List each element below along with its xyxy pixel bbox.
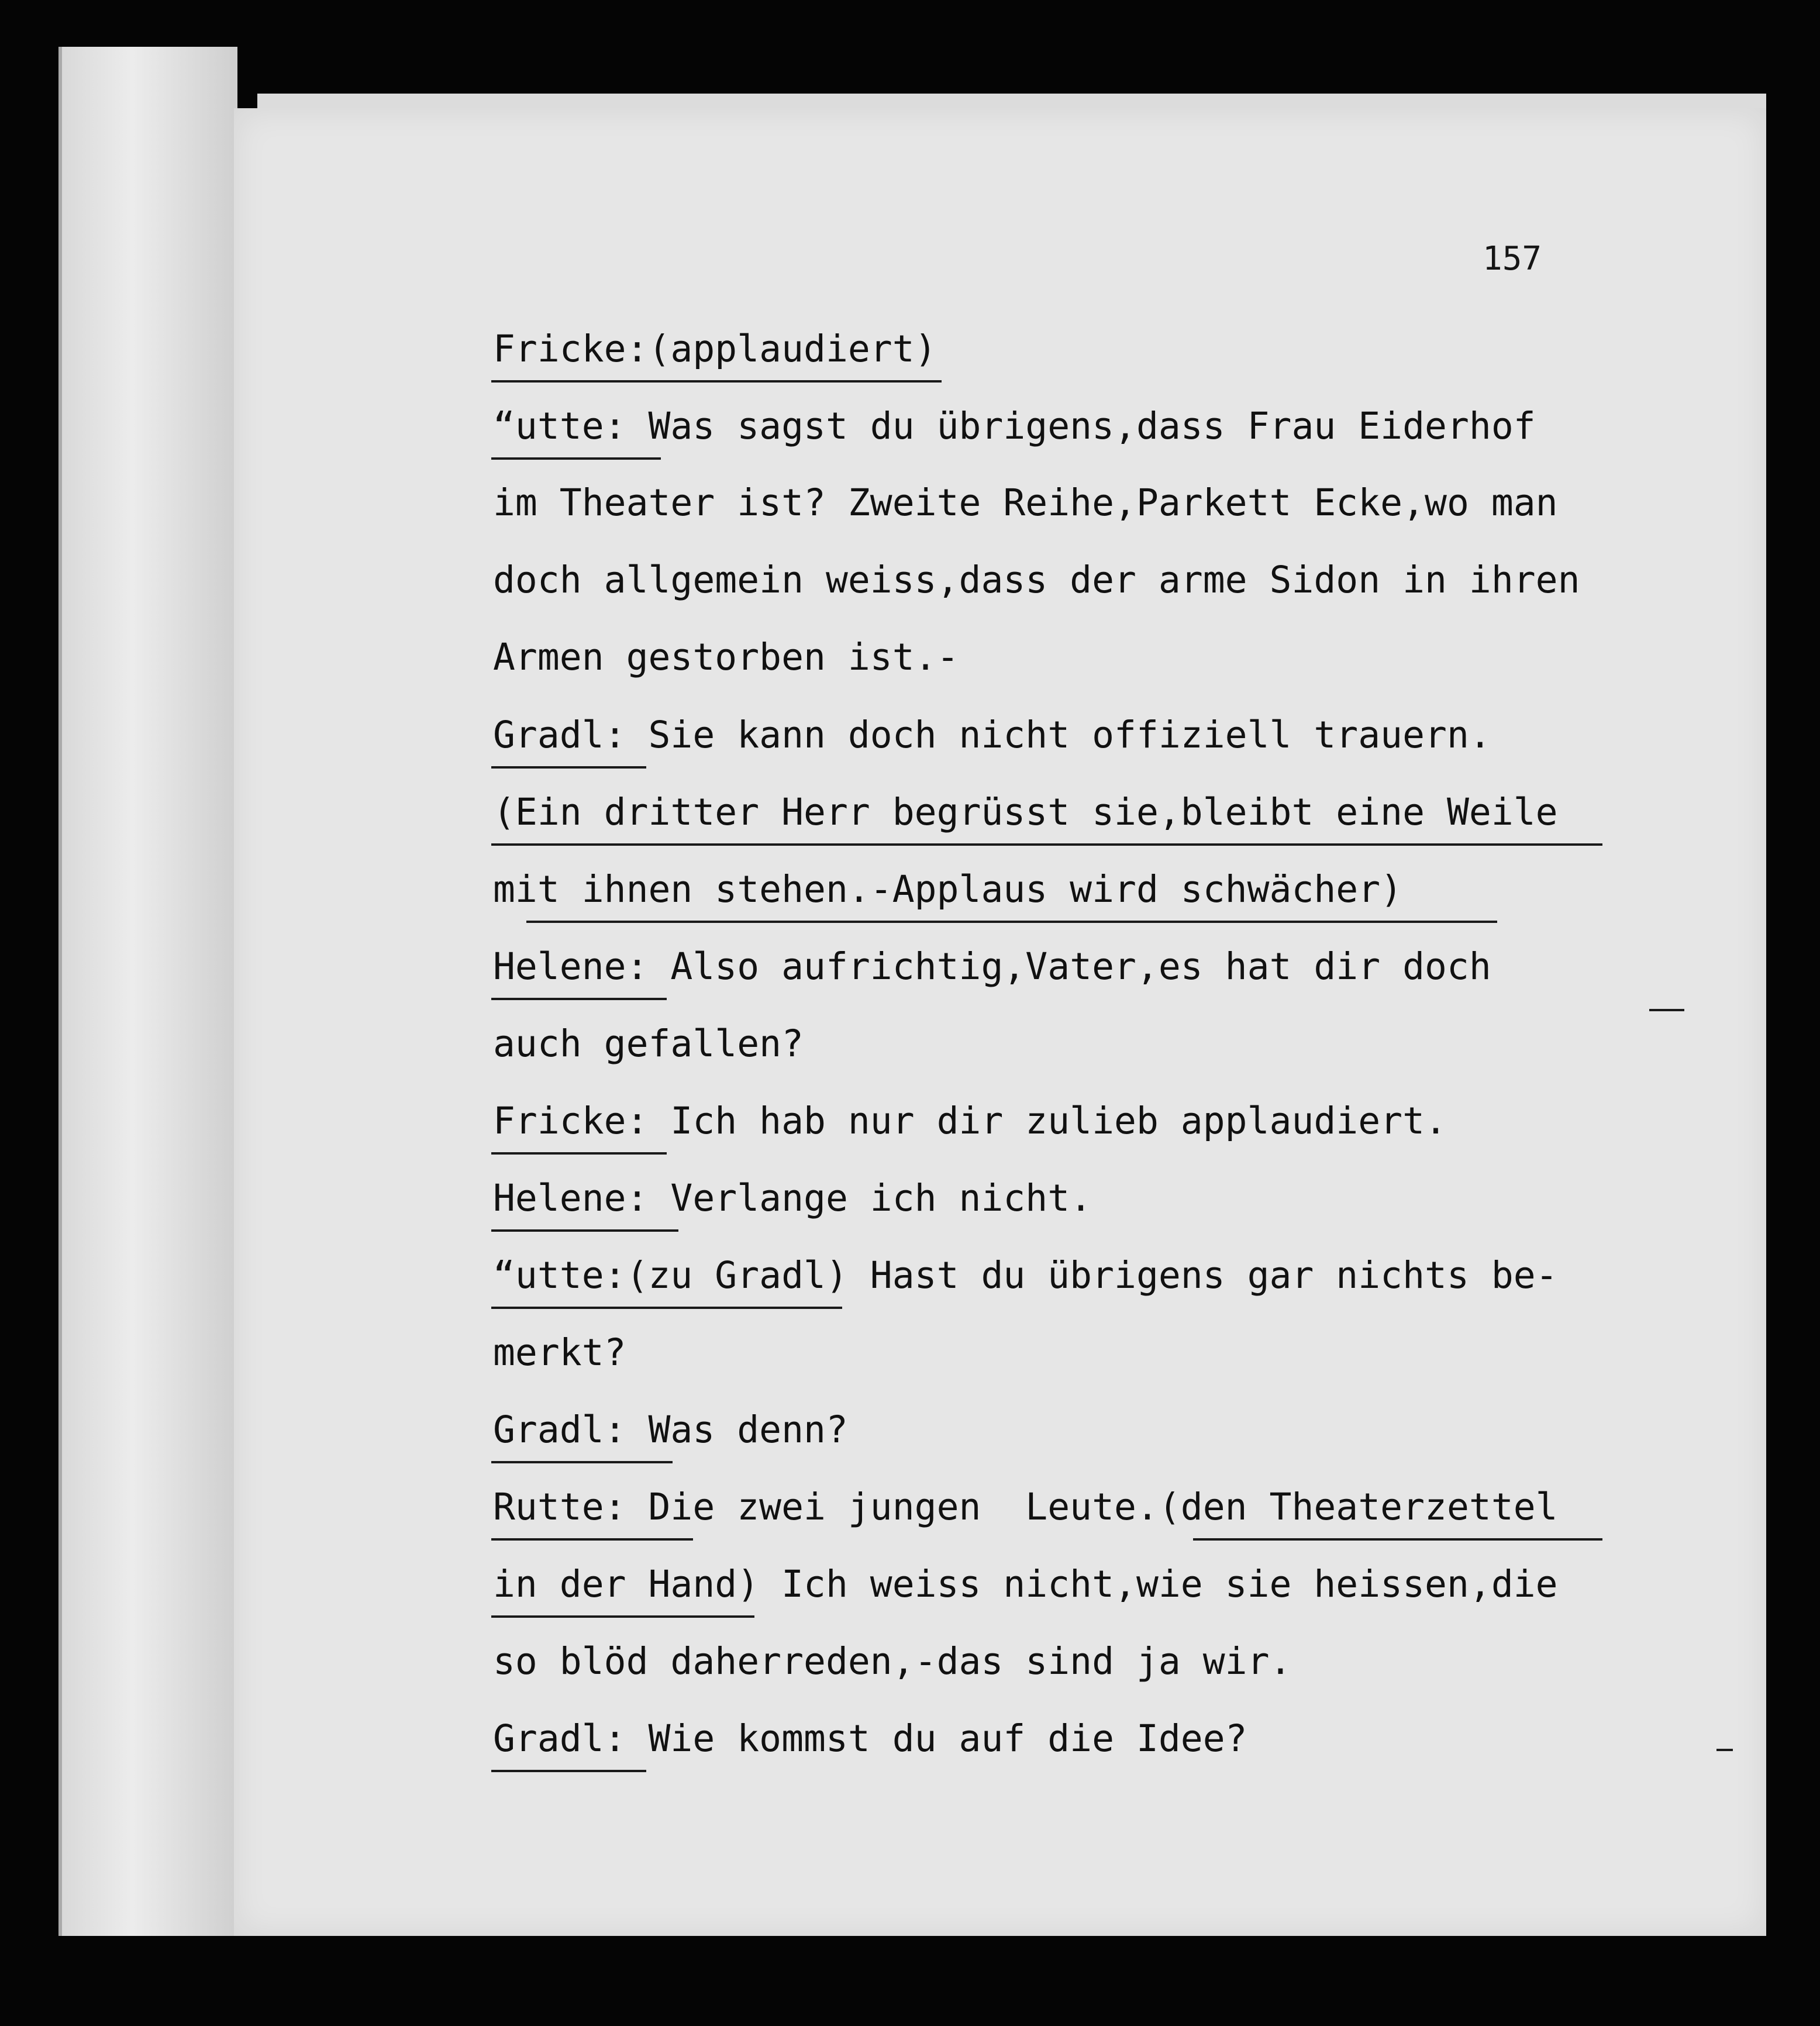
handwritten-underline <box>1193 1538 1602 1541</box>
handwritten-underline <box>491 998 667 1000</box>
handwritten-underline <box>491 843 1602 846</box>
text-line: Rutte: Die zwei jungen Leute.(den Theaterzettel <box>493 1486 1558 1528</box>
text-line: mit ihnen stehen.-Applaus wird schwächer) <box>493 868 1403 911</box>
handwritten-underline <box>491 1229 678 1232</box>
text-line: Gradl: Wie kommst du auf die Idee? <box>493 1717 1247 1760</box>
text-line: Fricke: Ich hab nur dir zulieb applaudiert. <box>493 1100 1447 1142</box>
text-line: “utte:(zu Gradl) Hast du übrigens gar nichts be- <box>493 1254 1558 1297</box>
handwritten-underline <box>491 1152 667 1155</box>
handwritten-underline <box>491 1615 754 1618</box>
text-line: doch allgemein weiss,dass der arme Sidon in ihren <box>493 559 1580 601</box>
underlying-sheet-edge <box>58 47 237 1936</box>
handwritten-underline <box>491 1538 693 1541</box>
text-line: Fricke:(applaudiert) <box>493 328 937 370</box>
handwritten-underline <box>491 766 646 769</box>
text-line: merkt? <box>493 1331 626 1374</box>
margin-mark <box>1716 1749 1733 1751</box>
handwritten-underline <box>526 921 1497 923</box>
text-line: Helene: Verlange ich nicht. <box>493 1177 1092 1219</box>
text-line: so blöd daherreden,-das sind ja wir. <box>493 1640 1292 1683</box>
margin-mark <box>1649 1009 1684 1011</box>
text-line: “utte: Was sagst du übrigens,dass Frau Eiderhof <box>493 405 1536 447</box>
text-line: in der Hand) Ich weiss nicht,wie sie heissen,die <box>493 1563 1558 1605</box>
text-line: Gradl: Was denn? <box>493 1408 848 1451</box>
handwritten-underline <box>491 1770 646 1772</box>
text-line: Gradl: Sie kann doch nicht offiziell trauern. <box>493 714 1491 756</box>
handwritten-underline <box>491 457 661 460</box>
text-line: auch gefallen? <box>493 1022 804 1065</box>
handwritten-underline <box>491 1461 673 1463</box>
text-line: Armen gestorben ist.- <box>493 636 959 678</box>
text-line: Helene: Also aufrichtig,Vater,es hat dir doch <box>493 945 1491 988</box>
text-line: (Ein dritter Herr begrüsst sie,bleibt eine Weile <box>493 791 1558 833</box>
handwritten-underline <box>491 1307 842 1309</box>
text-line: im Theater ist? Zweite Reihe,Parkett Ecke,wo man <box>493 481 1558 524</box>
handwritten-underline <box>491 380 942 383</box>
page-number: 157 <box>1483 240 1542 278</box>
